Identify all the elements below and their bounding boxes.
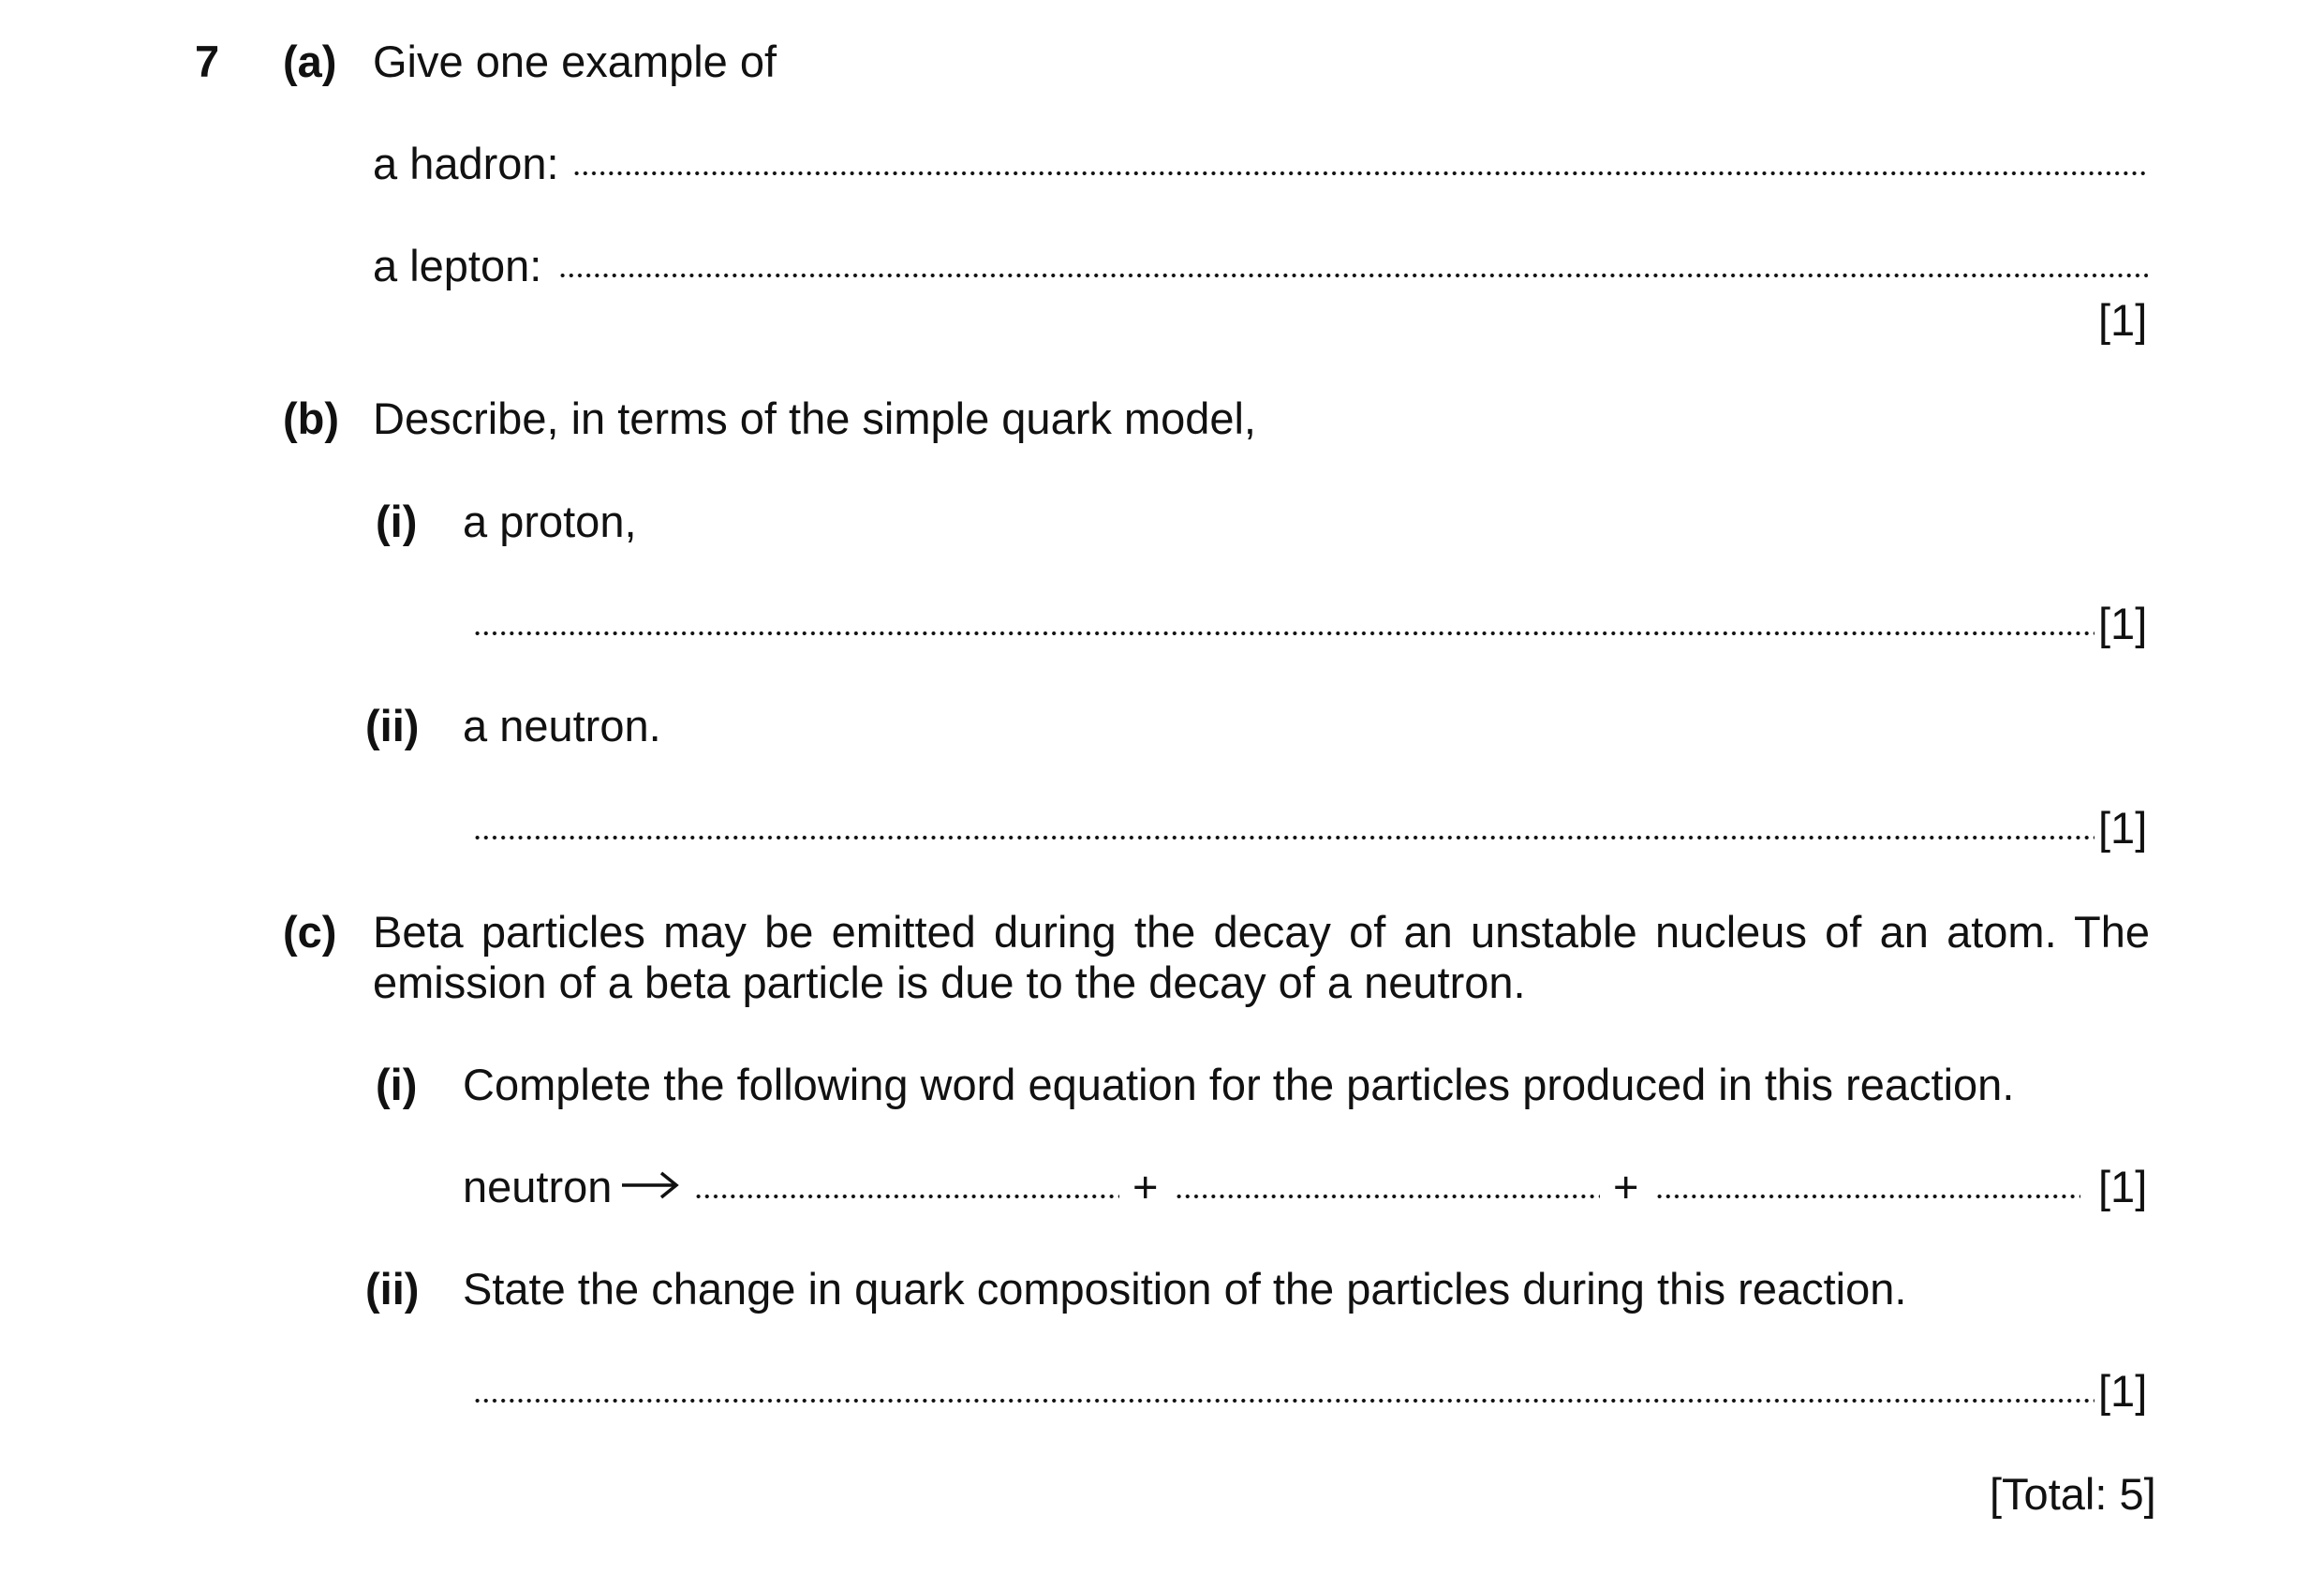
part-b-ii-label: (ii) xyxy=(365,701,420,750)
part-c-ii-marks: [1] xyxy=(2098,1366,2148,1416)
part-a-label: (a) xyxy=(283,37,337,86)
product-2-answer-line[interactable] xyxy=(1175,1194,1600,1199)
part-b-i-label: (i) xyxy=(376,497,418,546)
part-c-i-text: Complete the following word equation for the particles produced in this reaction. xyxy=(463,1060,2015,1109)
part-b-i-marks: [1] xyxy=(2098,599,2148,648)
total-marks: [Total: 5] xyxy=(1990,1469,2156,1519)
right-arrow-icon xyxy=(620,1168,680,1202)
hadron-label: a hadron: xyxy=(373,139,559,188)
part-b-label: (b) xyxy=(283,394,340,443)
equation-plus-2: + xyxy=(1613,1162,1639,1211)
proton-answer-line[interactable] xyxy=(473,631,2095,636)
part-c-ii-text: State the change in quark composition of the particles during this reaction. xyxy=(463,1264,1907,1314)
hadron-answer-line[interactable] xyxy=(572,171,2148,176)
product-1-answer-line[interactable] xyxy=(694,1194,1119,1199)
part-b-prompt: Describe, in terms of the simple quark model, xyxy=(373,394,1256,443)
lepton-answer-line[interactable] xyxy=(558,273,2148,278)
product-3-answer-line[interactable] xyxy=(1655,1194,2080,1199)
part-a-prompt: Give one example of xyxy=(373,37,777,86)
part-b-ii-text: a neutron. xyxy=(463,701,661,750)
lepton-label: a lepton: xyxy=(373,241,542,290)
part-b-i-text: a proton, xyxy=(463,497,637,546)
part-c-i-marks: [1] xyxy=(2098,1162,2148,1211)
part-a-marks: [1] xyxy=(2098,295,2148,345)
equation-plus-1: + xyxy=(1132,1162,1159,1211)
part-c-ii-label: (ii) xyxy=(365,1264,420,1314)
neutron-answer-line[interactable] xyxy=(473,835,2095,840)
part-c-text-line2: emission of a beta particle is due to the decay of a neutron. xyxy=(373,958,1526,1007)
part-c-text-line1: Beta particles may be emitted during the decay of an unstable nucleus of an atom. The xyxy=(373,907,2150,957)
quark-change-answer-line[interactable] xyxy=(473,1398,2095,1403)
question-number: 7 xyxy=(195,37,220,86)
part-c-i-label: (i) xyxy=(376,1060,418,1109)
part-b-ii-marks: [1] xyxy=(2098,803,2148,853)
part-c-label: (c) xyxy=(283,907,337,957)
equation-neutron: neutron xyxy=(463,1162,613,1211)
